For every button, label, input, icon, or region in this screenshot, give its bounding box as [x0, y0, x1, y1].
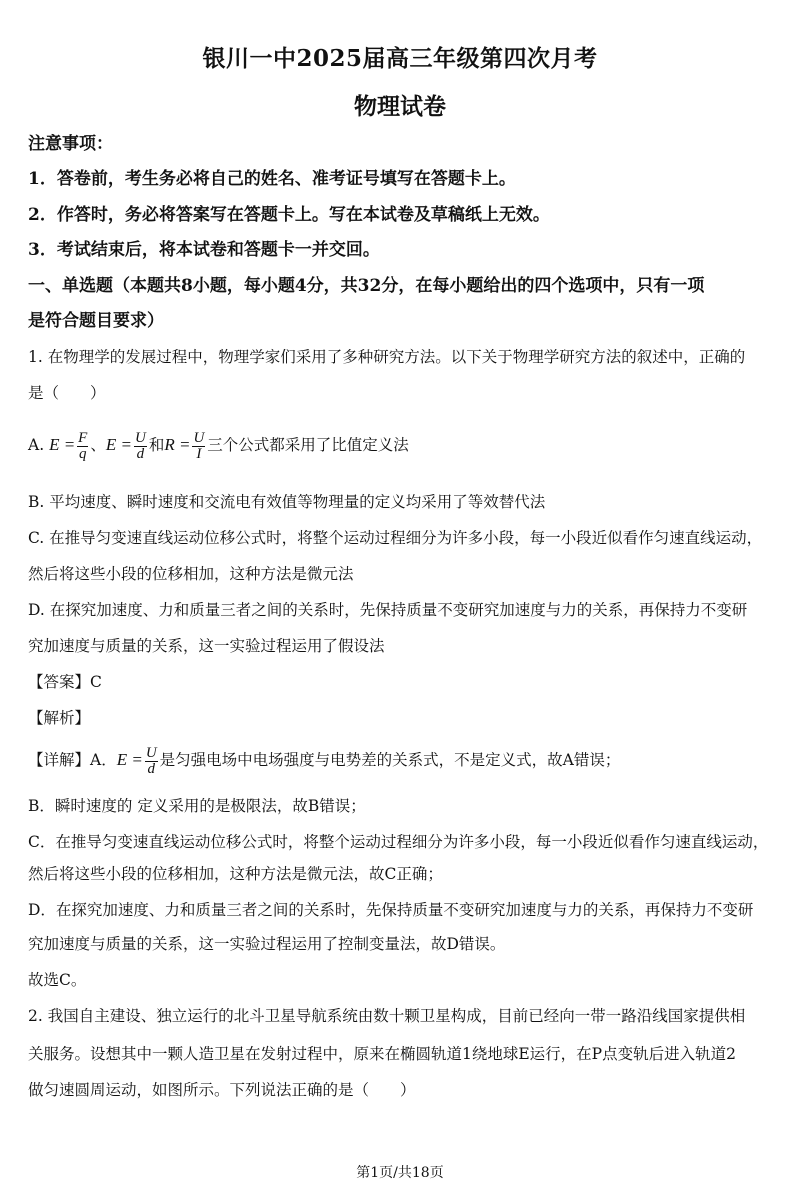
q1-detail-b: B．瞬时速度的 定义采用的是极限法，故B错误；	[28, 797, 366, 815]
q1-option-b: B. 平均速度、瞬时速度和交流电有效值等物理量的定义均采用了等效替代法	[28, 493, 546, 511]
q1-option-d-line2: 究加速度与质量的关系，这一实验过程运用了假设法	[28, 637, 385, 655]
fraction-numerator: U	[145, 744, 157, 761]
fraction-f-over-q	[77, 431, 88, 462]
notice-item-2: 2．作答时，务必将答案写在答题卡上。写在本试卷及草稿纸上无效。	[28, 205, 550, 225]
notice-item-1: 1．答卷前，考生务必将自己的姓名、准考证号填写在答题卡上。	[28, 169, 516, 189]
fraction-denominator: d	[134, 446, 147, 462]
formula-separator: 、	[90, 436, 106, 454]
q1-detail-d-line2: 究加速度与质量的关系，这一实验过程运用了控制变量法，故D错误。	[28, 935, 506, 953]
formula-e-lhs: E =	[49, 435, 76, 454]
fraction-numerator: F	[78, 429, 88, 446]
q1-detail-a	[28, 740, 774, 784]
q1-analysis-heading: 【解析】	[28, 709, 91, 727]
q2-stem-line1: 2. 我国自主建设、独立运行的北斗卫星导航系统由数十颗卫星构成，目前已经向一带一路沿线国家提供相	[28, 1007, 746, 1025]
q1-conclusion: 故选C。	[28, 971, 87, 989]
fraction-denominator: d	[145, 761, 158, 777]
q2-stem-line2: 关服务。设想其中一颗人造卫星在发射过程中，原来在椭圆轨道1绕地球E运行，在P点变轨后进入轨道2	[28, 1045, 736, 1063]
q1-answer: 【答案】C	[28, 673, 102, 691]
q1-option-a	[28, 425, 774, 469]
fraction-u-over-d	[134, 431, 147, 462]
exam-title: 银川一中2025届高三年级第四次月考	[202, 45, 598, 72]
formula-e2-lhs: E =	[105, 435, 132, 454]
section-heading-line2: 是符合题目要求）	[28, 311, 164, 331]
q1-option-c-line1: C. 在推导匀变速直线运动位移公式时，将整个运动过程细分为许多小段，每一小段近似看作匀速直线运动，	[28, 529, 763, 547]
q1-detail-c-line2: 然后将这些小段的位移相加，这种方法是微元法，故C正确；	[28, 865, 443, 883]
detail-prefix: 【详解】A．	[28, 751, 117, 769]
notice-item-3: 3．考试结束后，将本试卷和答题卡一并交回。	[28, 240, 380, 260]
formula-e-lhs: E =	[116, 750, 143, 769]
section-heading-line1: 一、单选题（本题共8小题，每小题4分，共32分，在每小题给出的四个选项中，只有一项	[28, 276, 705, 296]
exam-subtitle: 物理试卷	[354, 93, 446, 120]
q1-detail-d-line1: D．在探究加速度、力和质量三者之间的关系时，先保持质量不变研究加速度与力的关系，再保持力不变研	[28, 901, 754, 919]
fraction-u-over-i	[192, 431, 205, 462]
fraction-u-over-d	[145, 746, 158, 777]
fraction-numerator: U	[193, 429, 205, 446]
q1-option-c-line2: 然后将这些小段的位移相加，这种方法是微元法	[28, 565, 354, 583]
q1-stem-line2: 是（ ）	[28, 384, 106, 402]
q2-stem-line3: 做匀速圆周运动，如图所示。下列说法正确的是（ ）	[28, 1081, 416, 1099]
q1-option-d-line1: D. 在探究加速度、力和质量三者之间的关系时，先保持质量不变研究加速度与力的关系，再保持力不变研	[28, 601, 748, 619]
option-a-text: 三个公式都采用了比值定义法	[207, 436, 409, 454]
formula-and: 和	[148, 436, 165, 454]
fraction-numerator: U	[134, 429, 146, 446]
notice-heading: 注意事项：	[28, 134, 113, 154]
option-a-label: A.	[28, 436, 45, 454]
formula-r-lhs: R =	[164, 435, 191, 454]
q1-detail-c-line1: C．在推导匀变速直线运动位移公式时，将整个运动过程细分为许多小段，每一小段近似看作匀速直线运动，	[28, 833, 769, 851]
fraction-denominator: q	[79, 445, 87, 462]
detail-a-text: 是匀强电场中电场强度与电势差的关系式，不是定义式，故A错误；	[159, 751, 621, 769]
page-footer: 第1页/共18页	[356, 1165, 444, 1181]
q1-stem-line1: 1. 在物理学的发展过程中，物理学家们采用了多种研究方法。以下关于物理学研究方法的叙述中，正确的	[28, 348, 746, 366]
fraction-denominator: I	[192, 446, 205, 462]
